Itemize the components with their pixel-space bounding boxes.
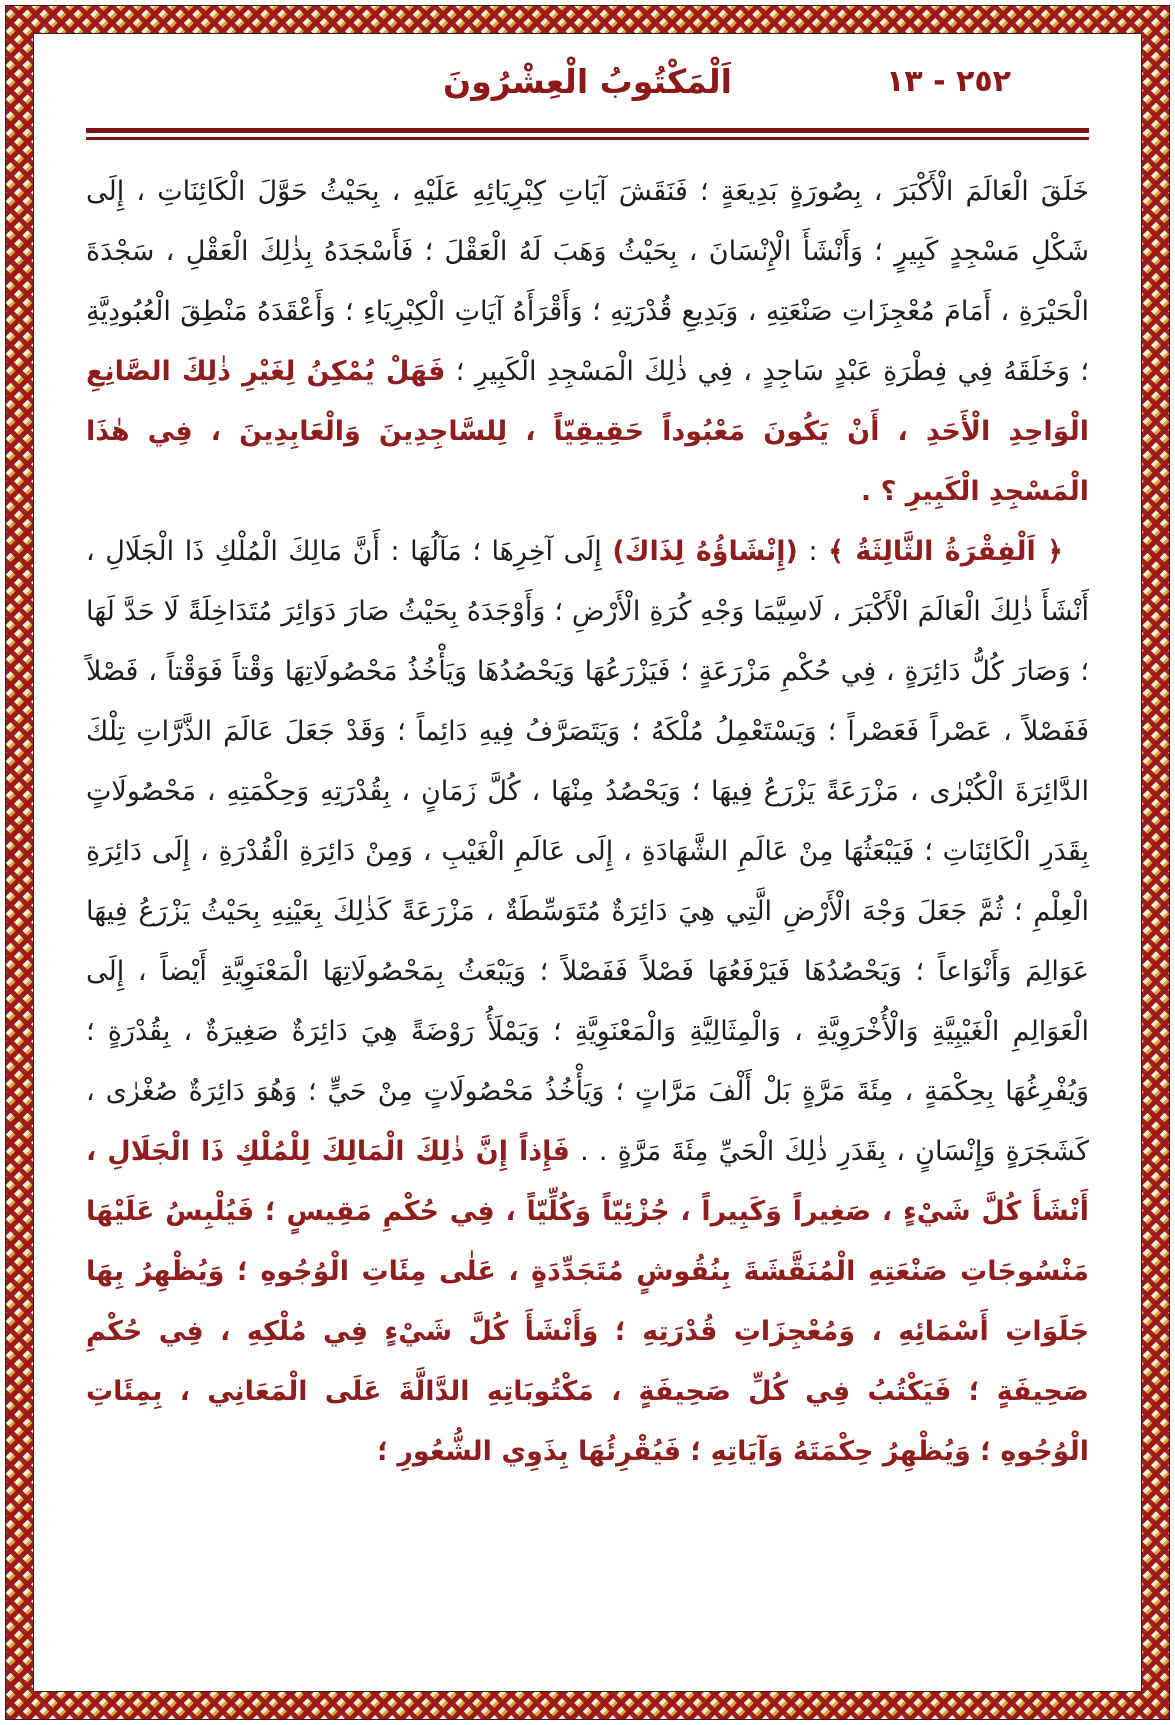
text-segment-red: فَإِذاً إِنَّ ذٰلِكَ الْمَالِكَ لِلْمُلْكِ ذَا الْجَلَالِ ، أَنْشَأَ كُلَّ شَيْءٍ ، صَغِيراً وَكَبِيراً ، جُزْئِيّاً وَكُلِّيّاً ، فِي حُكْمِ مَقِيسٍ ؛ فَيُلْبِسُ عَلَيْهَا مَنْسُوجَاتِ صَنْعَتِهِ الْمُنَقَّشَةَ بِنُقُوشٍ مُتَجَدِّدَةٍ ، عَلٰى مِئَاتِ الْوُجُوهِ ؛ وَيُظْهِرُ بِهَا جَلَوَاتِ أَسْمَائِهِ ، وَمُعْجِزَاتِ قُدْرَتِهِ ؛ وَأَنْشَأَ كُلَّ شَيْءٍ فِي مُلْكِهِ ، فِي حُكْمِ صَحِيفَةٍ ؛ فَيَكْتُبُ فِي كُلِّ صَحِيفَةٍ ، مَكْتُوبَاتِهِ الدَّالَّةَ عَلَى الْمَعَانِي ، بِمِئَاتِ الْوُجُوهِ ؛ وَيُظْهِرُ حِكْمَتَهُ وَآيَاتِهِ ؛ فَيُقْرِئُهَا بِذَوِي الشُّعُورِ ؛ bbox=[86, 1136, 1089, 1467]
page-number: ٢٥٢ - ١٣ bbox=[886, 64, 1011, 99]
text-segment: إِلَى آخِرِهَا ؛ مَآلُهَا : أَنَّ مَالِكَ الْمُلْكِ ذَا الْجَلَالِ ، أَنْشَأَ ذٰلِكَ الْعَالَمَ الْأَكْبَرَ ، لَاسِيَّمَا وَجْهِ كُرَةِ الْأَرْضِ ؛ وَأَوْجَدَهُ بِحَيْثُ صَارَ دَوَائِرَ مُتَدَاخِلَةً لَا حَدَّ لَهَا ؛ وَصَارَ كُلُّ دَائِرَةٍ ، فِي حُكْمِ مَزْرَعَةٍ ؛ فَيَزْرَعُهَا وَيَحْصُدُهَا وَيَأْخُذُ مَحْصُولَاتِهَا وَقْتاً فَوَقْتاً ، فَصْلاً فَفَصْلاً ، عَصْراً فَعَصْراً ؛ وَيَسْتَعْمِلُ مُلْكَهُ ؛ وَيَتَصَرَّفُ فِيهِ دَائِماً ؛ وَقَدْ جَعَلَ عَالَمَ الذَّرَّاتِ تِلْكَ الدَّائِرَةَ الْكُبْرٰى ، مَزْرَعَةً يَزْرَعُ فِيهَا ؛ وَيَحْصُدُ مِنْهَا ، كُلَّ زَمَانٍ ، بِقُدْرَتِهِ وَحِكْمَتِهِ ، مَحْصُولَاتٍ بِقَدَرِ الْكَائِنَاتِ ؛ فَيَبْعَثُهَا مِنْ عَالَمِ الشَّهَادَةِ ، إِلَى عَالَمِ الْغَيْبِ ، وَمِنْ دَائِرَةِ الْقُدْرَةِ ، إِلَى دَائِرَةِ الْعِلْمِ ؛ ثُمَّ جَعَلَ وَجْهَ الْأَرْضِ الَّتِي هِيَ دَائِرَةٌ مُتَوَسِّطَةٌ ، مَزْرَعَةً كَذٰلِكَ بِعَيْنِهِ بِحَيْثُ يَزْرَعُ فِيهَا عَوَالِمَ وَأَنْوَاعاً ؛ وَيَحْصُدُهَا فَيَرْفَعُهَا فَصْلاً فَفَصْلاً ؛ وَيَبْعَثُ بِمَحْصُولَاتِهَا الْمَعْنَوِيَّةِ أَيْضاً ، إِلَى الْعَوَالِمِ الْغَيْبِيَّةِ وَالْأُخْرَوِيَّةِ ، وَالْمِثَالِيَّةِ وَالْمَعْنَوِيَّةِ ؛ وَيَمْلَأُ رَوْضَةً هِيَ دَائِرَةٌ صَغِيرَةٌ ، بِقُدْرَةٍ ؛ وَيُفْرِغُهَا بِحِكْمَةٍ ، مِئَةَ مَرَّةٍ بَلْ أَلْفَ مَرَّاتٍ ؛ وَيَأْخُذُ مَحْصُولَاتٍ مِنْ حَيٍّ ؛ وَهُوَ دَائِرَةٌ صُغْرٰى ، كَشَجَرَةٍ وَإِنْسَانٍ ، بِقَدَرِ ذٰلِكَ الْحَيِّ مِئَةَ مَرَّةٍ . . bbox=[86, 536, 1089, 1167]
page-sheet bbox=[33, 33, 1142, 1692]
body-text bbox=[86, 162, 1089, 1482]
paragraph-2 bbox=[86, 522, 1089, 1482]
text-segment: خَلَقَ الْعَالَمَ الْأَكْبَرَ ، بِصُورَةٍ بَدِيعَةٍ ؛ فَنَقَشَ آيَاتِ كِبْرِيَائِهِ عَلَيْهِ ، بِحَيْثُ حَوَّلَ الْكَائِنَاتِ ، إِلَى شَكْلِ مَسْجِدٍ كَبِيرٍ ؛ وَأَنْشَأَ الْإِنْسَانَ ، بِحَيْثُ وَهَبَ لَهُ الْعَقْلَ ؛ فَأَسْجَدَهُ بِذٰلِكَ الْعَقْلِ ، سَجْدَةَ الْحَيْرَةِ ، أَمَامَ مُعْجِزَاتِ صَنْعَتِهِ ، وَبَدِيعِ قُدْرَتِهِ ؛ وَأَقْرَأَهُ آيَاتِ الْكِبْرِيَاءِ ؛ وَأَعْقَدَهُ مَنْطِقَ الْعُبُودِيَّةِ ؛ وَخَلَقَهُ فِي فِطْرَةِ عَبْدٍ سَاجِدٍ ، فِي ذٰلِكَ الْمَسْجِدِ الْكَبِيرِ ؛ bbox=[86, 176, 1089, 387]
section-marker: ﴿ اَلْفِقْرَةُ الثَّالِثَةُ ﴾ bbox=[828, 536, 1063, 567]
quoted-phrase: (إِنْشَاؤُهُ لِذَاكَ) bbox=[612, 536, 798, 567]
header-divider bbox=[86, 128, 1089, 140]
page-header bbox=[86, 62, 1089, 120]
page-title: اَلْمَكْتُوبُ الْعِشْرُونَ bbox=[443, 62, 732, 101]
text-segment-red: فَهَلْ يُمْكِنُ لِغَيْرِ ذٰلِكَ الصَّانِعِ الْوَاحِدِ الْأَحَدِ ، أَنْ يَكُونَ مَعْبُوداً حَقِيقِيّاً ، لِلسَّاجِدِينَ وَالْعَابِدِينَ ، فِي هٰذَا الْمَسْجِدِ الْكَبِيرِ ؟ . bbox=[86, 356, 1089, 507]
page-content bbox=[34, 34, 1141, 1482]
text-segment: : bbox=[797, 536, 818, 567]
paragraph-1 bbox=[86, 162, 1089, 522]
